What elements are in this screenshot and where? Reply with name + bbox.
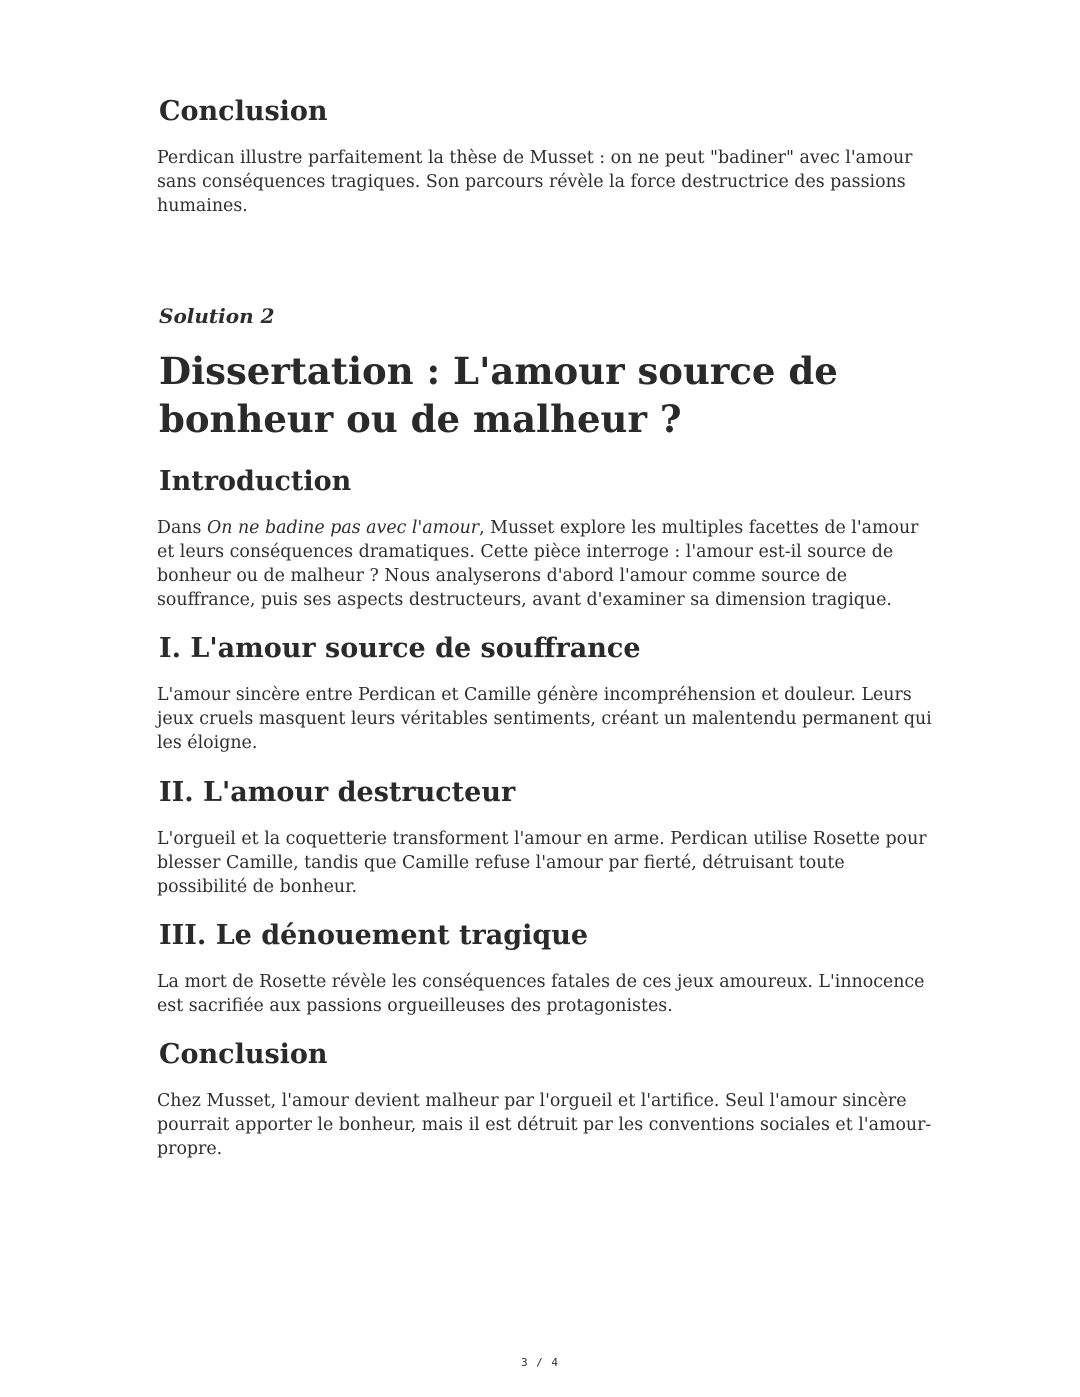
part-1-heading: I. L'amour source de souffrance bbox=[159, 633, 641, 664]
solution-label: Solution 2 bbox=[159, 304, 275, 328]
conclusion-heading: Conclusion bbox=[159, 96, 328, 127]
conclusion-paragraph: Perdican illustre parfaitement la thèse de Musset : on ne peut "badiner" avec l'amour sans conséquences tragiques. Son parcours révèle la force destructrice des passions humaines. bbox=[157, 148, 913, 216]
part-3-heading: III. Le dénouement tragique bbox=[159, 920, 589, 951]
dissertation-title: Dissertation : L'amour source de bonheur ou de malheur ? bbox=[159, 349, 838, 441]
play-title: On ne badine pas avec l'amour bbox=[206, 518, 480, 538]
final-conclusion-paragraph: Chez Musset, l'amour devient malheur par l'orgueil et l'artifice. Seul l'amour sincère pourrait apporter le bonheur, mais il est détruit par les conventions sociales et l'amour-propre. bbox=[157, 1091, 932, 1159]
part-3-paragraph: La mort de Rosette révèle les conséquences fatales de ces jeux amoureux. L'innocence est sacrifiée aux passions orgueilleuses des protagonistes. bbox=[157, 972, 925, 1016]
introduction-text-end: , Musset explore les multiples facettes de l'amour et leurs conséquences dramatiques. Cette pièce interroge : l'amour est-il source de bonheur ou de malheur ? Nous analyserons d'abord l'amour comme source de souffrance, puis ses aspects destructeurs, avant d'examiner sa dimension tragique. bbox=[157, 518, 919, 610]
introduction-heading: Introduction bbox=[159, 466, 352, 497]
page-number: 3 / 4 bbox=[520, 1356, 560, 1369]
part-1-paragraph: L'amour sincère entre Perdican et Camille génère incompréhension et douleur. Leurs jeux cruels masquent leurs véritables sentiments, créant un malentendu permanent qui les éloigne. bbox=[157, 685, 932, 753]
part-2-heading: II. L'amour destructeur bbox=[159, 777, 516, 808]
introduction-paragraph bbox=[157, 516, 932, 612]
introduction-text-start: Dans bbox=[157, 518, 207, 538]
final-conclusion-heading: Conclusion bbox=[159, 1039, 328, 1070]
part-2-paragraph: L'orgueil et la coquetterie transforment l'amour en arme. Perdican utilise Rosette pour blesser Camille, tandis que Camille refuse l'amour par fierté, détruisant toute possibilité de bonheur. bbox=[157, 829, 927, 897]
